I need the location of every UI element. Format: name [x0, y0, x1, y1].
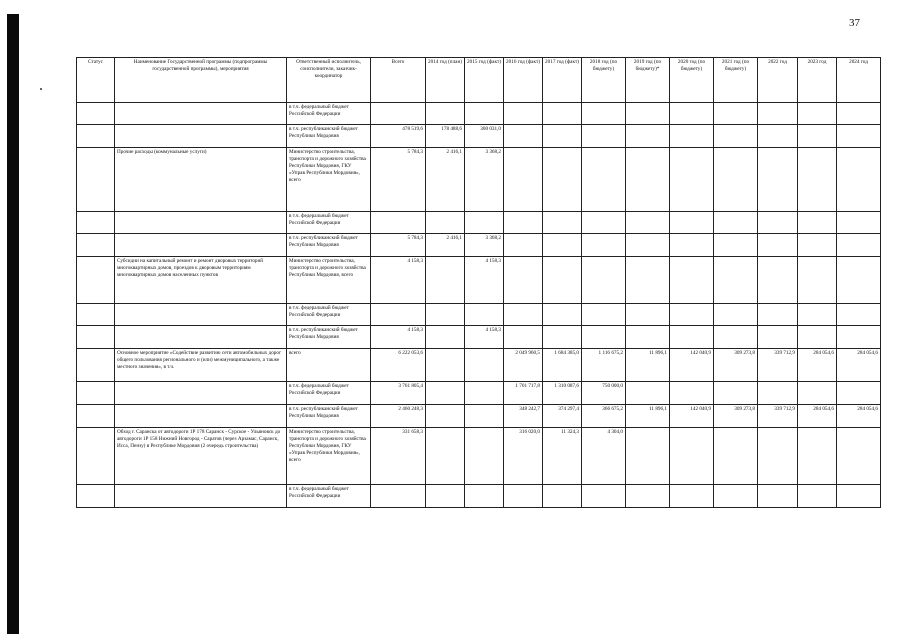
amount-cell: [504, 304, 543, 326]
amount-cell: [670, 428, 714, 485]
amount-cell: 3 368,2: [465, 148, 504, 212]
amount-cell: 1 684 385,0: [543, 349, 582, 382]
executor-cell: Министерство строительства, транспорта и дорожного хозяйства Республики Мордовия, ГКУ «Управ Республики Мордовия», всего: [287, 428, 371, 485]
amount-cell: 339 712,9: [758, 349, 798, 382]
amount-cell: 11 324,3: [543, 428, 582, 485]
executor-cell: в т.ч. федеральный бюджет Российской Федерации: [287, 304, 371, 326]
executor-cell: всего: [287, 349, 371, 382]
table-row: [77, 148, 881, 212]
amount-cell: 3 368,2: [465, 234, 504, 257]
column-header: 2015 год (факт): [465, 58, 504, 103]
measure-name-cell: [115, 103, 287, 125]
measure-name-cell: Обход г. Саранска от автодороги 1Р 178 Саранск - Сурское - Ульяновск до автодороги 1Р 158 Нижний Новгород - Саратов (через Арзамас, Саранск, Исса, Пензу) в Республике Мордовия (2 очередь строительства): [115, 428, 287, 485]
amount-cell: [465, 485, 504, 508]
amount-cell: [465, 405, 504, 428]
amount-cell: [714, 485, 758, 508]
amount-cell: [837, 428, 881, 485]
amount-cell: [670, 148, 714, 212]
table-row: [77, 405, 881, 428]
amount-cell: 2 049 960,5: [504, 349, 543, 382]
amount-cell: [798, 257, 837, 304]
amount-cell: [714, 326, 758, 349]
executor-cell: в т.ч. республиканский бюджет Республики Мордовия: [287, 326, 371, 349]
amount-cell: 11 896,1: [626, 405, 670, 428]
amount-cell: [504, 485, 543, 508]
executor-cell: в т.ч. федеральный бюджет Российской Федерации: [287, 103, 371, 125]
amount-cell: [758, 485, 798, 508]
status-cell: [77, 405, 115, 428]
table-row: [77, 304, 881, 326]
amount-cell: [626, 103, 670, 125]
amount-cell: [670, 485, 714, 508]
amount-cell: [426, 405, 465, 428]
status-cell: [77, 428, 115, 485]
amount-cell: 2 460 248,3: [371, 405, 426, 428]
measure-name-cell: [115, 234, 287, 257]
amount-cell: [426, 428, 465, 485]
amount-cell: 142 040,9: [670, 349, 714, 382]
amount-cell: 750 000,0: [582, 382, 626, 405]
amount-cell: [582, 304, 626, 326]
amount-cell: [758, 234, 798, 257]
amount-cell: 6 222 053,6: [371, 349, 426, 382]
amount-cell: [543, 234, 582, 257]
amount-cell: [504, 257, 543, 304]
amount-cell: [582, 485, 626, 508]
amount-cell: [798, 428, 837, 485]
amount-cell: [465, 212, 504, 234]
amount-cell: [758, 148, 798, 212]
amount-cell: [670, 212, 714, 234]
amount-cell: [543, 148, 582, 212]
amount-cell: [504, 326, 543, 349]
amount-cell: [714, 257, 758, 304]
measure-name-cell: [115, 304, 287, 326]
column-header: Всего: [371, 58, 426, 103]
status-cell: [77, 349, 115, 382]
column-header: 2020 год (по бюджету): [670, 58, 714, 103]
amount-cell: [426, 257, 465, 304]
status-cell: [77, 326, 115, 349]
measure-name-cell: [115, 326, 287, 349]
amount-cell: [465, 382, 504, 405]
measure-name-cell: Прочие расходы (коммунальные услуги): [115, 148, 287, 212]
amount-cell: [543, 485, 582, 508]
column-header: Статус: [77, 58, 115, 103]
amount-cell: [426, 103, 465, 125]
amount-cell: [543, 326, 582, 349]
amount-cell: 3 761 805,4: [371, 382, 426, 405]
amount-cell: [837, 485, 881, 508]
amount-cell: 374 297,4: [543, 405, 582, 428]
column-header: 2021 год (по бюджету): [714, 58, 758, 103]
status-cell: [77, 234, 115, 257]
amount-cell: [670, 257, 714, 304]
measure-name-cell: [115, 405, 287, 428]
measure-name-cell: [115, 212, 287, 234]
executor-cell: Министерство строительства, транспорта и дорожного хозяйства Республики Мордовия, всего: [287, 257, 371, 304]
binder-edge: [7, 14, 19, 634]
amount-cell: [626, 382, 670, 405]
amount-cell: [465, 428, 504, 485]
amount-cell: [504, 148, 543, 212]
amount-cell: 316 020,0: [504, 428, 543, 485]
amount-cell: [626, 148, 670, 212]
status-cell: [77, 125, 115, 148]
measure-name-cell: [115, 125, 287, 148]
amount-cell: 142 040,9: [670, 405, 714, 428]
status-cell: [77, 103, 115, 125]
table-row: [77, 485, 881, 508]
amount-cell: [837, 125, 881, 148]
amount-cell: [758, 125, 798, 148]
amount-cell: [837, 326, 881, 349]
amount-cell: [798, 382, 837, 405]
column-header: 2023 год: [798, 58, 837, 103]
amount-cell: 366 675,2: [582, 405, 626, 428]
amount-cell: 1 310 087,6: [543, 382, 582, 405]
amount-cell: [670, 382, 714, 405]
amount-cell: [371, 485, 426, 508]
status-cell: [77, 382, 115, 405]
status-cell: [77, 304, 115, 326]
amount-cell: 339 712,9: [758, 405, 798, 428]
measure-name-cell: Субсидии на капитальный ремонт и ремонт дворовых территорий многоквартирных домов, проездов к дворовым территориям многоквартирных домов населенных пунктов: [115, 257, 287, 304]
amount-cell: [426, 326, 465, 349]
amount-cell: [798, 234, 837, 257]
amount-cell: [626, 485, 670, 508]
amount-cell: 11 896,1: [626, 349, 670, 382]
amount-cell: [837, 257, 881, 304]
executor-cell: в т.ч. республиканский бюджет Республики Мордовия: [287, 125, 371, 148]
amount-cell: [426, 304, 465, 326]
amount-cell: 5 784,3: [371, 234, 426, 257]
amount-cell: [504, 234, 543, 257]
scan-speck: [40, 88, 42, 90]
amount-cell: [798, 485, 837, 508]
amount-cell: [837, 212, 881, 234]
amount-cell: [543, 125, 582, 148]
amount-cell: [758, 428, 798, 485]
amount-cell: [371, 212, 426, 234]
amount-cell: [837, 148, 881, 212]
amount-cell: 284 054,6: [837, 405, 881, 428]
amount-cell: [714, 148, 758, 212]
table-row: [77, 326, 881, 349]
amount-cell: [371, 103, 426, 125]
table-row: [77, 103, 881, 125]
amount-cell: 2 416,1: [426, 148, 465, 212]
amount-cell: [504, 103, 543, 125]
amount-cell: [582, 326, 626, 349]
column-header: 2018 год (по бюджету): [582, 58, 626, 103]
amount-cell: [714, 212, 758, 234]
amount-cell: 348 242,7: [504, 405, 543, 428]
amount-cell: [626, 257, 670, 304]
table-row: [77, 257, 881, 304]
amount-cell: 4 158,3: [371, 257, 426, 304]
amount-cell: [670, 103, 714, 125]
amount-cell: 2 416,1: [426, 234, 465, 257]
column-header: 2014 год (план): [426, 58, 465, 103]
amount-cell: [714, 428, 758, 485]
amount-cell: [426, 212, 465, 234]
measure-name-cell: Основное мероприятие «Содействие развитию сети автомобильных дорог общего пользования регионального и (или) межмуниципального, а также местного значения», в т.ч.: [115, 349, 287, 382]
amount-cell: [798, 125, 837, 148]
amount-cell: [626, 428, 670, 485]
amount-cell: [670, 304, 714, 326]
amount-cell: 5 784,3: [371, 148, 426, 212]
status-cell: [77, 148, 115, 212]
amount-cell: [465, 304, 504, 326]
table-row: [77, 125, 881, 148]
amount-cell: [582, 212, 626, 234]
amount-cell: [714, 382, 758, 405]
status-cell: [77, 212, 115, 234]
amount-cell: 178 488,6: [426, 125, 465, 148]
page-number: 37: [849, 17, 860, 29]
amount-cell: [758, 257, 798, 304]
table-header: [77, 58, 881, 103]
amount-cell: [837, 382, 881, 405]
amount-cell: [426, 382, 465, 405]
amount-cell: [626, 212, 670, 234]
amount-cell: [582, 148, 626, 212]
status-cell: [77, 257, 115, 304]
amount-cell: [465, 103, 504, 125]
status-cell: [77, 485, 115, 508]
amount-cell: [758, 304, 798, 326]
amount-cell: 284 054,6: [798, 405, 837, 428]
measure-name-cell: [115, 382, 287, 405]
amount-cell: [758, 326, 798, 349]
amount-cell: [626, 326, 670, 349]
column-header: 2016 год (факт): [504, 58, 543, 103]
executor-cell: в т.ч. федеральный бюджет Российской Федерации: [287, 382, 371, 405]
amount-cell: [543, 103, 582, 125]
amount-cell: [758, 212, 798, 234]
amount-cell: 309 273,8: [714, 405, 758, 428]
table-row: [77, 428, 881, 485]
amount-cell: [426, 485, 465, 508]
amount-cell: [582, 103, 626, 125]
amount-cell: [504, 212, 543, 234]
executor-cell: в т.ч. федеральный бюджет Российской Федерации: [287, 212, 371, 234]
executor-cell: в т.ч. республиканский бюджет Республики Мордовия: [287, 234, 371, 257]
amount-cell: [626, 234, 670, 257]
amount-cell: [371, 304, 426, 326]
amount-cell: [582, 234, 626, 257]
amount-cell: 4 158,3: [465, 326, 504, 349]
amount-cell: [798, 326, 837, 349]
amount-cell: [504, 125, 543, 148]
amount-cell: [670, 234, 714, 257]
amount-cell: 309 273,8: [714, 349, 758, 382]
amount-cell: [714, 125, 758, 148]
executor-cell: в т.ч. республиканский бюджет Республики Мордовия: [287, 405, 371, 428]
amount-cell: [465, 349, 504, 382]
amount-cell: 478 519,6: [371, 125, 426, 148]
amount-cell: 4 158,3: [465, 257, 504, 304]
amount-cell: 4 304,0: [582, 428, 626, 485]
amount-cell: [837, 103, 881, 125]
amount-cell: 300 031,0: [465, 125, 504, 148]
amount-cell: [758, 382, 798, 405]
column-header: Ответственный исполнитель, соисполнители, заказчик-координатор: [287, 58, 371, 103]
amount-cell: [714, 304, 758, 326]
table-row: [77, 349, 881, 382]
column-header: 2022 год: [758, 58, 798, 103]
amount-cell: [626, 304, 670, 326]
amount-cell: 1 116 675,2: [582, 349, 626, 382]
amount-cell: [798, 304, 837, 326]
amount-cell: [837, 234, 881, 257]
amount-cell: [582, 125, 626, 148]
executor-cell: Министерство строительства, транспорта и дорожного хозяйства Республики Мордовия, ГКУ «Управ Республики Мордовия», всего: [287, 148, 371, 212]
column-header: 2019 год (по бюджету)*: [626, 58, 670, 103]
amount-cell: [714, 103, 758, 125]
measure-name-cell: [115, 485, 287, 508]
amount-cell: [670, 125, 714, 148]
amount-cell: 331 658,3: [371, 428, 426, 485]
amount-cell: [798, 148, 837, 212]
table-row: [77, 234, 881, 257]
amount-cell: [543, 257, 582, 304]
amount-cell: [798, 212, 837, 234]
amount-cell: [543, 304, 582, 326]
executor-cell: в т.ч. федеральный бюджет Российской Федерации: [287, 485, 371, 508]
budget-table: [76, 57, 881, 508]
amount-cell: [837, 304, 881, 326]
table-row: [77, 382, 881, 405]
amount-cell: [758, 103, 798, 125]
column-header: 2024 год: [837, 58, 881, 103]
amount-cell: [798, 103, 837, 125]
amount-cell: [670, 326, 714, 349]
amount-cell: [543, 212, 582, 234]
amount-cell: [714, 234, 758, 257]
amount-cell: 284 054,6: [837, 349, 881, 382]
amount-cell: 284 054,6: [798, 349, 837, 382]
amount-cell: [426, 349, 465, 382]
table-row: [77, 212, 881, 234]
column-header: 2017 год (факт): [543, 58, 582, 103]
column-header: Наименование Государственной программы (подпрограммы государственной программы), мероприятия: [115, 58, 287, 103]
amount-cell: [582, 257, 626, 304]
amount-cell: 4 158,3: [371, 326, 426, 349]
amount-cell: 1 701 717,8: [504, 382, 543, 405]
amount-cell: [626, 125, 670, 148]
